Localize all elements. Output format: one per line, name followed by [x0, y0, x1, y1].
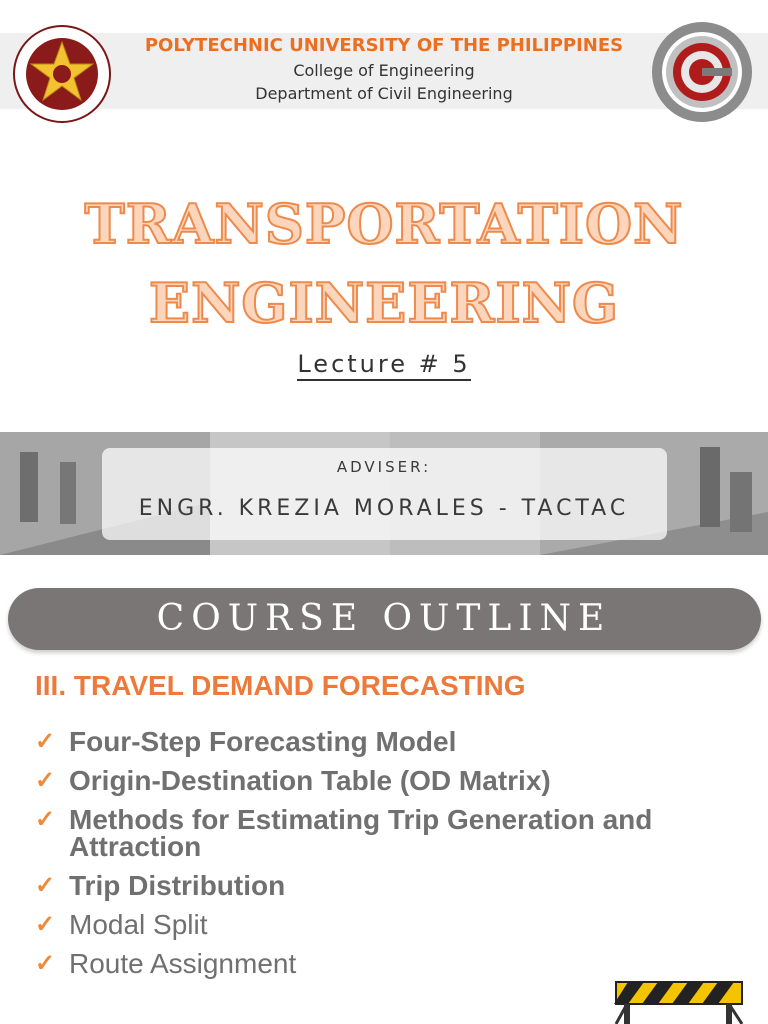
- checkmark-icon: ✓: [35, 950, 56, 977]
- adviser-label: ADVISER:: [336, 458, 432, 476]
- section-heading: III. TRAVEL DEMAND FORECASTING: [35, 670, 526, 701]
- list-item-text: Modal Split: [69, 909, 208, 940]
- title-line-1: TRANSPORTATION: [84, 192, 684, 256]
- university-name: POLYTECHNIC UNIVERSITY OF THE PHILIPPINES: [144, 35, 624, 56]
- outline-list: [35, 728, 755, 989]
- checkmark-icon: ✓: [35, 767, 56, 794]
- checkmark-icon: ✓: [35, 728, 56, 755]
- list-item: [35, 950, 755, 977]
- list-item-text: Route Assignment: [69, 948, 297, 979]
- lecture-label: Lecture # 5: [297, 350, 470, 381]
- list-item-text: Four-Step Forecasting Model: [69, 726, 457, 757]
- list-item: [35, 767, 755, 794]
- adviser-name: ENGR. KREZIA MORALES - TACTAC: [138, 496, 630, 521]
- list-item: [35, 911, 755, 938]
- college-name: College of Engineering: [293, 61, 475, 80]
- checkmark-icon: ✓: [35, 911, 56, 938]
- list-item: [35, 872, 755, 899]
- list-item-text: Origin-Destination Table (OD Matrix): [69, 765, 551, 796]
- list-item: [35, 728, 755, 755]
- list-item: [35, 806, 755, 860]
- list-item-text: Trip Distribution: [69, 870, 286, 901]
- title-line-2: ENGINEERING: [148, 271, 620, 335]
- checkmark-icon: ✓: [35, 872, 56, 899]
- checkmark-icon: ✓: [35, 806, 56, 833]
- list-item-text: Methods for Estimating Trip Generation and Attraction: [69, 804, 653, 862]
- road-barrier-icon: [614, 978, 744, 1024]
- lecture-number: [0, 350, 768, 378]
- course-outline-heading: COURSE OUTLINE: [156, 598, 612, 639]
- department-name: Department of Civil Engineering: [255, 84, 513, 103]
